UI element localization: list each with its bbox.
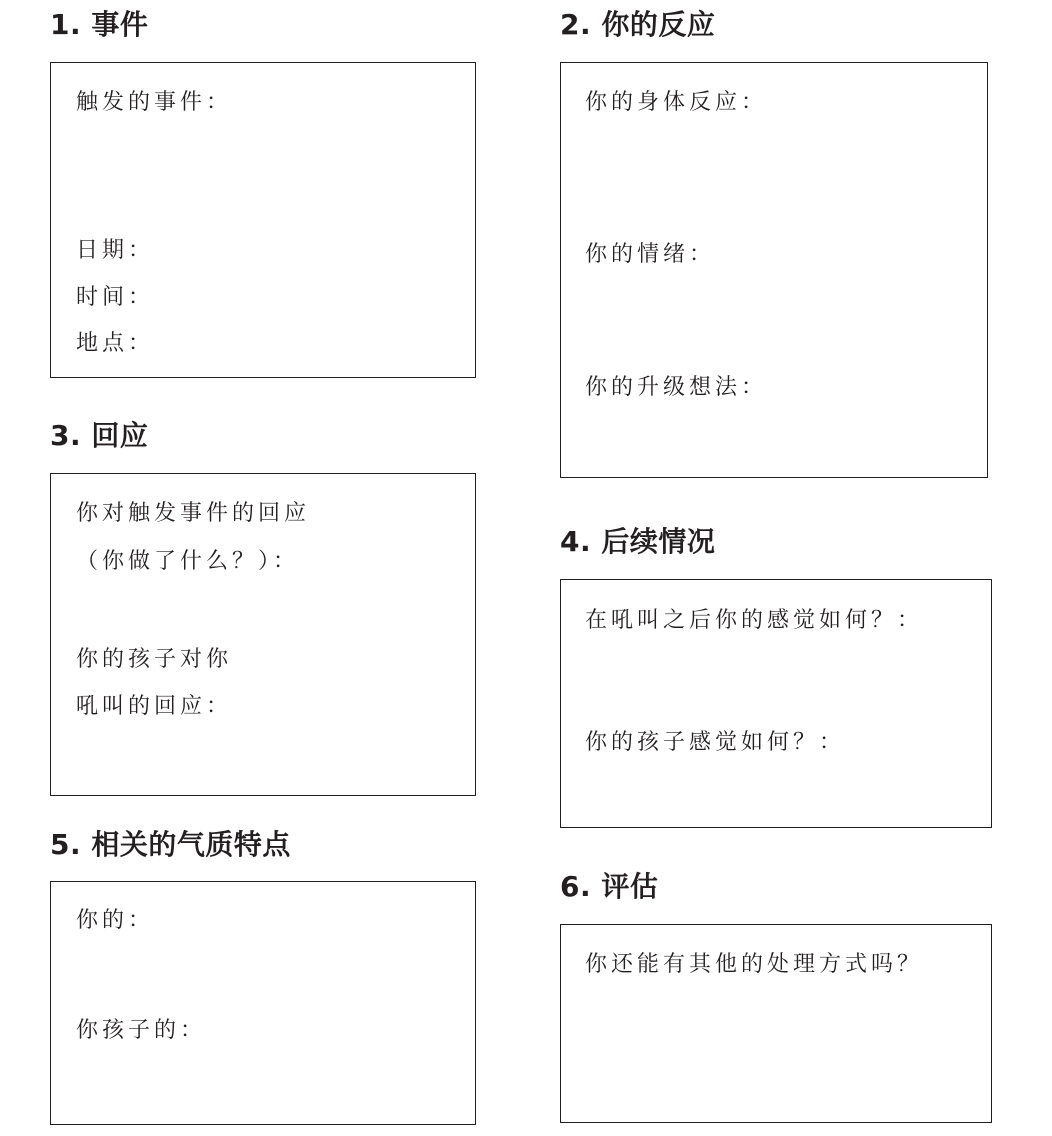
time-label: 时间： [76,285,155,310]
section-title-temperament: 5. 相关的气质特点 [50,828,291,861]
child-response-line2: 吼叫的回应： [76,694,233,719]
section-title-aftermath: 4. 后续情况 [560,525,716,558]
child-temperament-label: 你孩子的： [76,1018,207,1043]
date-label: 日期： [76,238,155,263]
section-title-reaction: 2. 你的反应 [560,8,716,41]
child-feeling-label: 你的孩子感觉如何？： [585,730,846,755]
body-reaction-label: 你的身体反应： [585,90,768,115]
section-title-evaluation: 6. 评估 [560,870,659,903]
response-box [50,473,476,796]
your-temperament-label: 你的： [76,908,155,933]
child-response-line1: 你的孩子对你 [76,647,233,672]
emotion-label: 你的情绪： [585,242,716,267]
alternatives-label: 你还能有其他的处理方式吗？ [585,952,924,977]
your-feeling-label: 在吼叫之后你的感觉如何？： [585,608,924,633]
reaction-box [560,62,988,478]
your-response-line1: 你对触发事件的回应 [76,501,311,526]
your-response-line2: （你做了什么？）： [76,549,300,574]
evaluation-box [560,924,992,1123]
event-box [50,62,476,378]
temperament-box [50,881,476,1125]
section-title-response: 3. 回应 [50,419,149,452]
place-label: 地点： [76,331,155,356]
trigger-event-label: 触发的事件： [76,90,233,115]
section-title-event: 1. 事件 [50,8,149,41]
aftermath-box [560,579,992,828]
escalating-thoughts-label: 你的升级想法： [585,375,768,400]
